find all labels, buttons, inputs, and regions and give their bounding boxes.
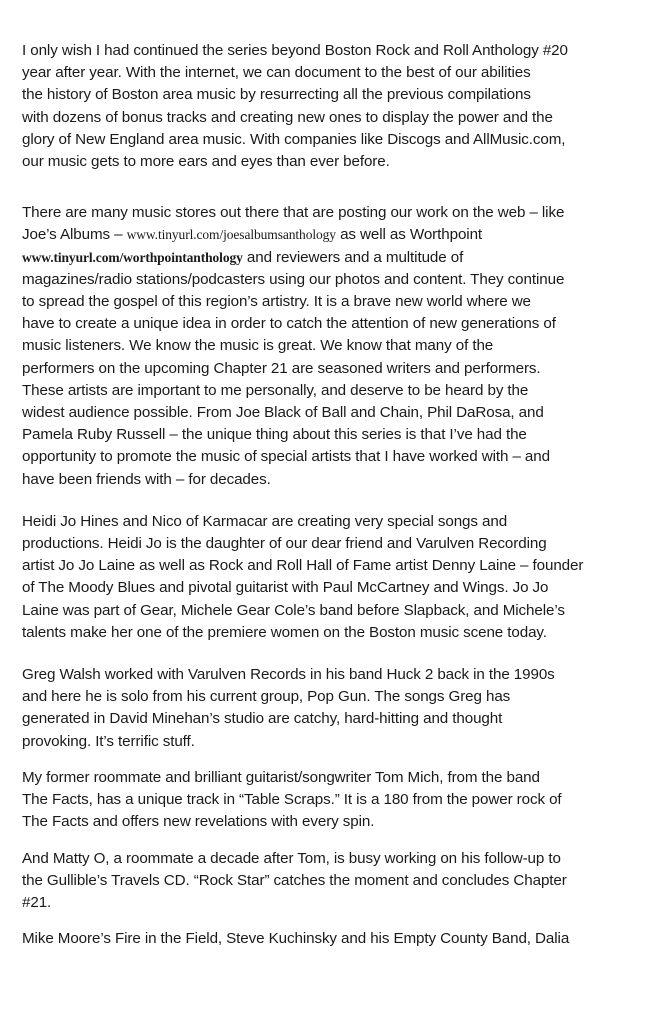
text-line: performers on the upcoming Chapter 21 are seasoned writers and performers. — [22, 359, 541, 377]
text-line: with dozens of bonus tracks and creating new ones to display the power and the — [22, 108, 553, 126]
text-line: There are many music stores out there that are posting our work on the web – like — [22, 204, 565, 222]
paragraph-heidi-jo — [22, 511, 652, 644]
text-line: Pamela Ruby Russell – the unique thing about this series is that I’ve had the — [22, 426, 527, 444]
text-line: have been friends with – for decades. — [22, 470, 271, 488]
paragraph-gap — [22, 173, 652, 202]
paragraph-gap — [22, 644, 652, 664]
text-line: generated in David Minehan’s studio are catchy, hard-hitting and thought — [22, 710, 503, 728]
paragraph-matty-o — [22, 848, 652, 915]
text-line: the history of Boston area music by resurrecting all the previous compilations — [22, 86, 531, 104]
text-line — [22, 224, 652, 246]
text-line: I only wish I had continued the series beyond Boston Rock and Roll Anthology #20 — [22, 42, 568, 59]
text-line: opportunity to promote the music of special artists that I have worked with – and — [22, 448, 550, 466]
text-line: Mike Moore’s Fire in the Field, Steve Kuchinsky and his Empty County Band, Dalia — [22, 930, 570, 948]
text-line: Greg Walsh worked with Varulven Records in his band Huck 2 back in the 1990s — [22, 666, 555, 684]
paragraph-gap — [22, 753, 652, 767]
text-line: These artists are important to me personally, and deserve to be heard by the — [22, 381, 529, 399]
text-line: of The Moody Blues and pivotal guitarist with Paul McCartney and Wings. Jo Jo — [22, 579, 549, 597]
text-line: artist Jo Jo Laine as well as Rock and Roll Hall of Fame artist Denny Laine – founder — [22, 557, 584, 575]
text-line: productions. Heidi Jo is the daughter of our dear friend and Varulven Recording — [22, 535, 547, 553]
text-line: the Gullible’s Travels CD. “Rock Star” catches the moment and concludes Chapter — [22, 871, 567, 889]
paragraph-gap — [22, 491, 652, 511]
text-fragment: and reviewers and a multitude of — [242, 248, 464, 266]
text-line: The Facts, has a unique track in “Table Scraps.” It is a 180 from the power rock of — [22, 791, 562, 809]
text-line: And Matty O, a roommate a decade after Tom, is busy working on his follow-up to — [22, 849, 561, 867]
text-line: to spread the gospel of this region’s artistry. It is a brave new world where we — [22, 293, 531, 311]
text-line: Heidi Jo Hines and Nico of Karmacar are creating very special songs and — [22, 512, 508, 530]
text-line: year after year. With the internet, we can document to the best of our abilities — [22, 64, 531, 82]
text-line: our music gets to more ears and eyes than ever before. — [22, 153, 390, 171]
text-line: My former roommate and brilliant guitarist/songwriter Tom Mich, from the band — [22, 768, 540, 786]
paragraph-gap — [22, 914, 652, 928]
text-line: and here he is solo from his current group, Pop Gun. The songs Greg has — [22, 688, 511, 706]
text-line: talents make her one of the premiere women on the Boston music scene today. — [22, 623, 547, 641]
paragraph-mike-moore — [22, 928, 652, 950]
text-fragment: as well as Worthpoint — [335, 226, 483, 244]
text-line: The Facts and offers new revelations with every spin. — [22, 813, 375, 831]
text-line: Laine was part of Gear, Michele Gear Cole’s band before Slapback, and Michele’s — [22, 601, 565, 619]
paragraph-tom-mich — [22, 767, 652, 834]
text-line: have to create a unique idea in order to catch the attention of new generations of — [22, 315, 556, 333]
document-page — [22, 40, 652, 950]
text-line: glory of New England area music. With companies like Discogs and AllMusic.com, — [22, 130, 566, 148]
text-line: provoking. It’s terrific stuff. — [22, 732, 195, 750]
paragraph-greg-walsh — [22, 664, 652, 753]
paragraph-gap — [22, 834, 652, 848]
text-line: #21. — [22, 893, 52, 911]
text-line: widest audience possible. From Joe Black of Ball and Chain, Phil DaRosa, and — [22, 404, 544, 422]
paragraph-anthology-wish — [22, 40, 652, 173]
text-line — [22, 247, 652, 269]
joes-albums-link[interactable]: www.tinyurl.com/joesalbumsanthology — [126, 227, 336, 243]
text-line: magazines/radio stations/podcasters using our photos and content. They continue — [22, 270, 565, 288]
paragraph-music-stores — [22, 202, 652, 491]
text-line: music listeners. We know the music is great. We know that many of the — [22, 337, 494, 355]
text-fragment: Joe’s Albums – — [22, 226, 127, 244]
worthpoint-link[interactable]: www.tinyurl.com/worthpointanthology — [22, 249, 243, 265]
